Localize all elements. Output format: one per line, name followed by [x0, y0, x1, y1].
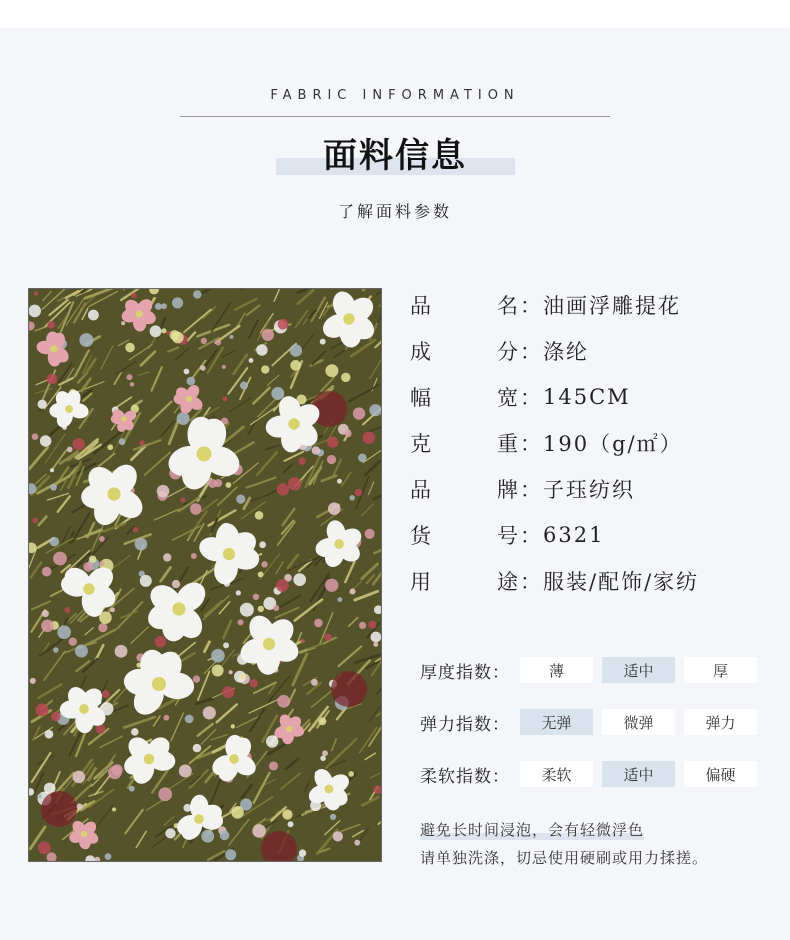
spec-separator: ： — [520, 294, 543, 318]
spec-label-char: 用 — [410, 570, 433, 594]
spec-row — [410, 420, 780, 466]
spec-row — [410, 328, 780, 374]
spec-row — [410, 512, 780, 558]
spec-label-char: 重 — [497, 432, 520, 456]
spec-separator: ： — [520, 478, 543, 502]
index-option: 偏硬 — [684, 761, 757, 787]
spec-label-char: 号 — [497, 524, 520, 548]
spec-value: 涤纶 — [543, 340, 589, 364]
index-option: 薄 — [520, 657, 593, 683]
spec-separator: ： — [520, 386, 543, 410]
index-row — [420, 760, 780, 788]
spec-label-char: 宽 — [497, 386, 520, 410]
spec-label-char: 分 — [497, 340, 520, 364]
spec-label-char: 货 — [410, 524, 433, 548]
spec-row — [410, 374, 780, 420]
care-line-1: 避免长时间浸泡，会有轻微浮色 — [420, 816, 644, 844]
index-label: 弹力指数： — [420, 714, 510, 735]
spec-value: 子珏纺织 — [543, 478, 635, 502]
spec-separator: ： — [520, 570, 543, 594]
spec-label — [410, 474, 520, 504]
spec-label-char: 品 — [410, 478, 433, 502]
spec-label-char: 途 — [497, 570, 520, 594]
spec-value: 6321 — [543, 523, 605, 547]
index-option: 柔软 — [520, 761, 593, 787]
spec-label-char: 牌 — [497, 478, 520, 502]
spec-separator: ： — [520, 340, 543, 364]
index-row — [420, 656, 780, 684]
title-divider — [180, 116, 610, 117]
spec-value: 145CM — [543, 385, 631, 409]
index-option: 适中 — [602, 761, 675, 787]
index-block — [420, 656, 780, 812]
spec-row — [410, 282, 780, 328]
spec-value: 190（g/㎡） — [543, 432, 683, 456]
fabric-swatch-image — [28, 288, 382, 862]
index-label: 柔软指数： — [420, 766, 510, 787]
care-line-2: 请单独洗涤，切忌使用硬刷或用力揉搓。 — [420, 849, 709, 867]
index-option: 厚 — [684, 657, 757, 683]
spec-label — [410, 566, 520, 596]
section-title: 面料信息 — [323, 136, 467, 176]
spec-value: 服装/配饰/家纺 — [543, 570, 700, 594]
spec-label — [410, 520, 520, 550]
spec-label-char: 幅 — [410, 386, 433, 410]
spec-label-char: 克 — [410, 432, 433, 456]
spec-label — [410, 336, 520, 366]
index-option: 微弹 — [602, 709, 675, 735]
index-label: 厚度指数： — [420, 662, 510, 683]
spec-row — [410, 466, 780, 512]
spec-value: 油画浮雕提花 — [543, 294, 681, 318]
spec-label — [410, 428, 520, 458]
spec-separator: ： — [520, 524, 543, 548]
index-option: 无弹 — [520, 709, 593, 735]
index-option: 适中 — [602, 657, 675, 683]
index-row — [420, 708, 780, 736]
spec-row — [410, 558, 780, 604]
spec-label-char: 品 — [410, 294, 433, 318]
spec-label-char: 名 — [497, 294, 520, 318]
spec-label — [410, 290, 520, 320]
spec-label — [410, 382, 520, 412]
section-tagline: 了解面料参数 — [337, 202, 452, 221]
spec-label-char: 成 — [410, 340, 433, 364]
care-note — [420, 816, 780, 872]
spec-separator: ： — [520, 432, 543, 456]
top-band — [0, 0, 790, 28]
index-option: 弹力 — [684, 709, 757, 735]
spec-list — [410, 282, 780, 604]
section-subtitle-english: FABRIC INFORMATION — [270, 88, 520, 103]
